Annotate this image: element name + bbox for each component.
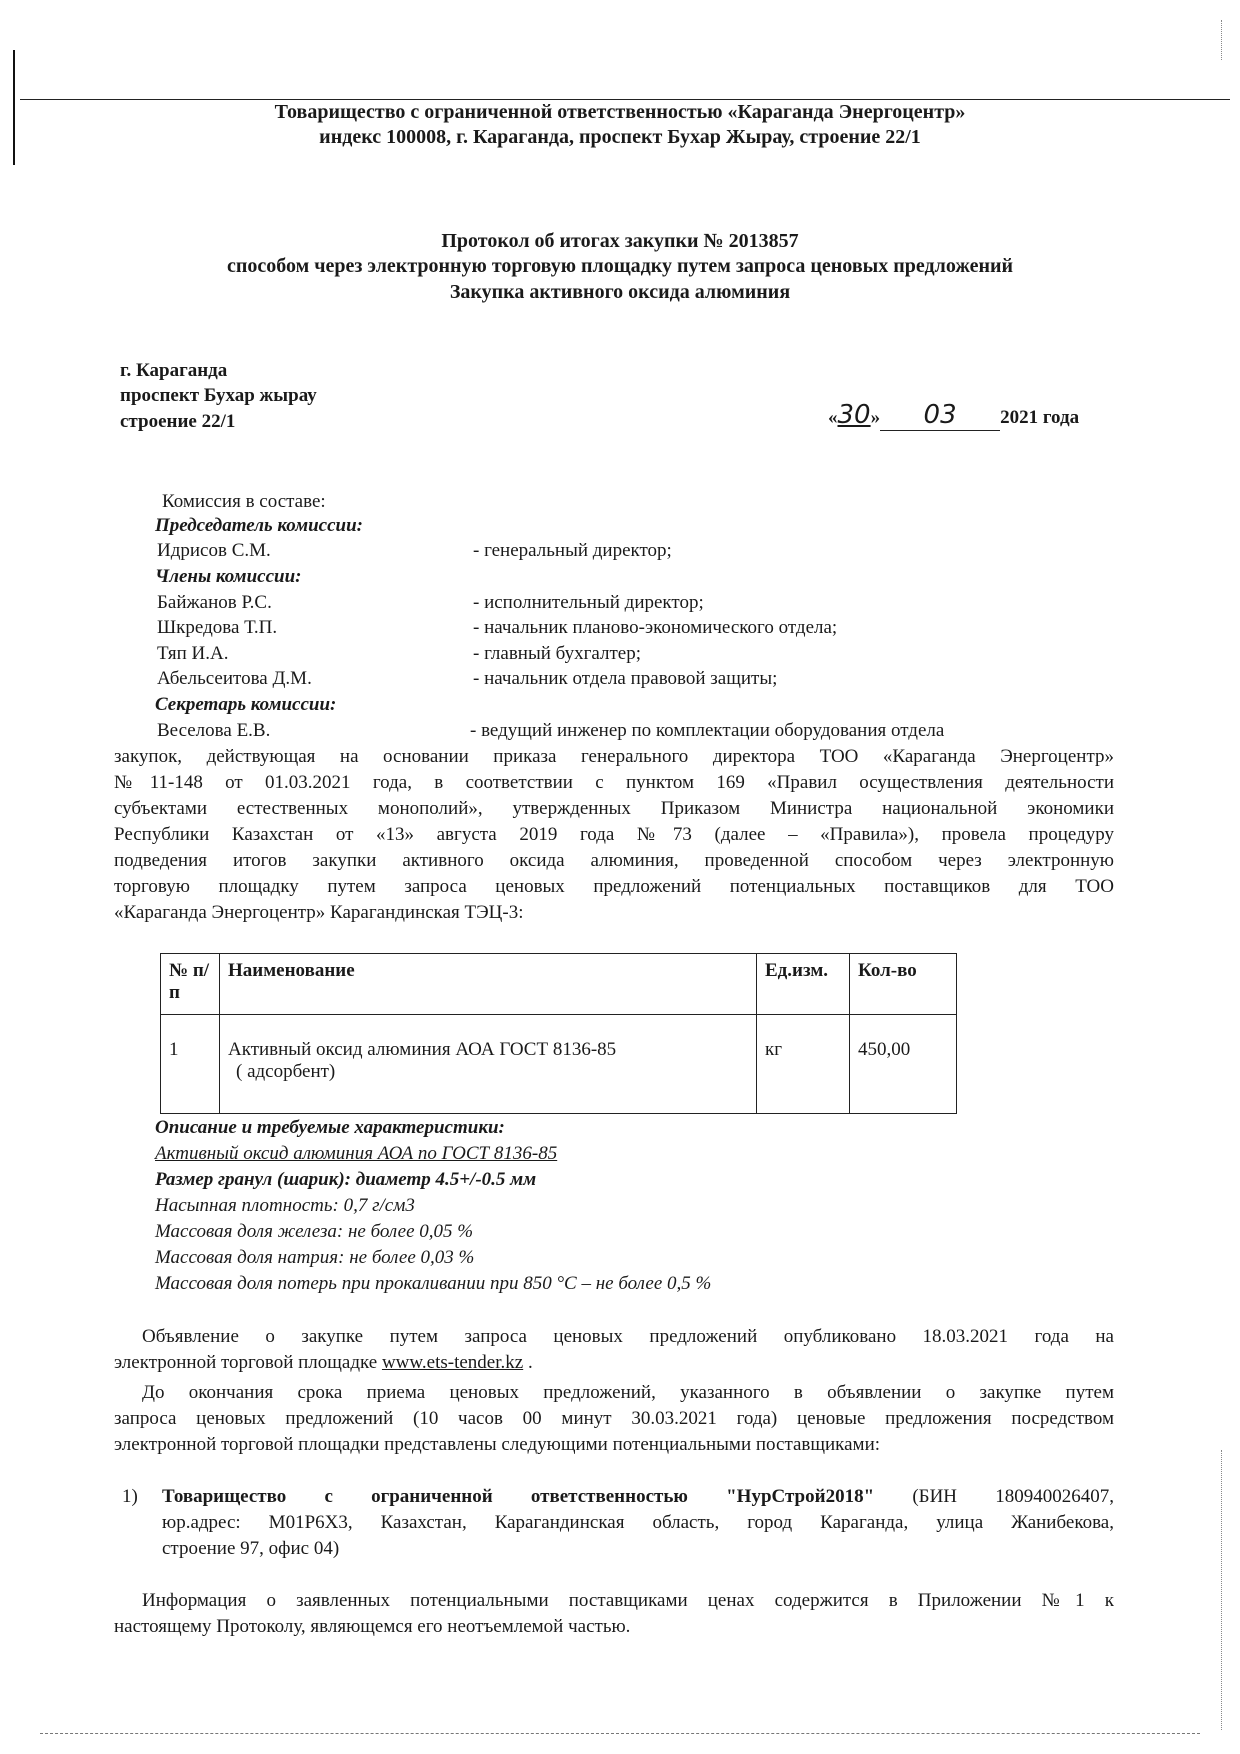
deadline-line: электронной торговой площадки представлены следующими потенциальными поставщиками: bbox=[114, 1434, 881, 1455]
specs-heading: Описание и требуемые характеристики: bbox=[155, 1117, 505, 1138]
secretary-role: - ведущий инженер по комплектации оборудования отдела bbox=[470, 720, 945, 741]
cell-name-line: Активный оксид алюминия АОА ГОСТ 8136-85 bbox=[228, 1039, 617, 1060]
table-row bbox=[161, 1015, 957, 1114]
protocol-title: Протокол об итогах закупки № 2013857 bbox=[441, 230, 799, 252]
footer-rule bbox=[40, 1733, 1200, 1734]
cell-qty: 450,00 bbox=[850, 1015, 957, 1114]
spec-line: Размер гранул (шарик): диаметр 4.5+/-0.5 мм bbox=[155, 1169, 537, 1190]
date-month-blank bbox=[880, 400, 1000, 431]
supplier-line bbox=[162, 1486, 1114, 1508]
table-header-row bbox=[161, 954, 957, 1015]
supplier-line: юр.адрес: М01Р6Х3, Казахстан, Карагандинская область, город Караганда, улица Жанибекова, bbox=[162, 1512, 1114, 1533]
paragraph-line: субъектами естественных монополий», утвержденных Приказом Министра национальной экономики bbox=[114, 798, 1114, 819]
cell-num: 1 bbox=[161, 1015, 220, 1114]
paragraph-line: закупок, действующая на основании приказа генерального директора ТОО «Караганда Энергоцентр» bbox=[114, 746, 1114, 767]
col-header-num: № п/п bbox=[161, 954, 220, 1015]
deadline-line: запроса ценовых предложений (10 часов 00 минут 30.03.2021 года) ценовые предложения посредством bbox=[114, 1408, 1114, 1429]
supplier-line: строение 97, офис 04) bbox=[162, 1538, 340, 1559]
protocol-method: способом через электронную торговую площадку путем запроса ценовых предложений bbox=[226, 255, 1014, 277]
header-rule bbox=[20, 99, 1230, 100]
org-name: Товарищество с ограниченной ответственностью «Караганда Энергоцентр» bbox=[274, 101, 966, 123]
scan-edge-mark bbox=[1221, 1450, 1234, 1730]
place-street: проспект Бухар жырау bbox=[120, 385, 317, 406]
paragraph-line: торговую площадку путем запроса ценовых предложений потенциальных поставщиков для ТОО bbox=[114, 876, 1114, 897]
ets-tender-link[interactable]: www.ets-tender.kz bbox=[381, 1352, 524, 1373]
deadline-line: До окончания срока приема ценовых предложений, указанного в объявлении о закупке путем bbox=[142, 1382, 1114, 1403]
supplier-bin: (БИН 180940026407, bbox=[874, 1486, 1114, 1507]
member-name: Байжанов Р.С. bbox=[157, 592, 272, 613]
date-close-quote: » bbox=[870, 407, 881, 428]
date-year: 2021 года bbox=[1000, 407, 1080, 428]
secretary-name: Веселова Е.В. bbox=[157, 720, 271, 741]
announcement-line: Объявление о закупке путем запроса ценовых предложений опубликовано 18.03.2021 года на bbox=[142, 1326, 1114, 1347]
spec-line: Насыпная плотность: 0,7 г/см3 bbox=[155, 1195, 415, 1216]
items-table bbox=[160, 953, 957, 1114]
col-header-unit: Ед.изм. bbox=[757, 954, 850, 1015]
secretary-heading: Секретарь комиссии: bbox=[155, 694, 337, 715]
commission-intro: Комиссия в составе: bbox=[162, 491, 326, 512]
org-address: индекс 100008, г. Караганда, проспект Бухар Жырау, строение 22/1 bbox=[319, 126, 921, 148]
spec-line: Активный оксид алюминия АОА по ГОСТ 8136-85 bbox=[155, 1143, 558, 1164]
col-header-qty: Кол-во bbox=[850, 954, 957, 1015]
paragraph-line: №11-148 от 01.03.2021 года, в соответствии с пунктом 169 «Правил осуществления деятельности bbox=[114, 772, 1114, 793]
paragraph-line: подведения итогов закупки активного оксида алюминия, проведенной способом через электронную bbox=[114, 850, 1114, 871]
supplier-number: 1) bbox=[122, 1486, 138, 1507]
cell-name bbox=[220, 1015, 757, 1114]
chair-name: Идрисов С.М. bbox=[157, 540, 271, 561]
chair-heading: Председатель комиссии: bbox=[155, 515, 363, 536]
member-name: Шкредова Т.П. bbox=[157, 617, 278, 638]
announcement-prefix: электронной торговой площадке bbox=[114, 1352, 382, 1373]
spec-line: Массовая доля натрия: не более 0,03 % bbox=[155, 1247, 475, 1268]
date-day: 30 bbox=[837, 400, 871, 430]
member-name: Тяп И.А. bbox=[157, 643, 229, 664]
member-role: - исполнительный директор; bbox=[473, 592, 704, 613]
protocol-date bbox=[828, 400, 1079, 431]
protocol-subject: Закупка активного оксида алюминия bbox=[449, 281, 791, 303]
place-building: строение 22/1 bbox=[120, 411, 236, 432]
paragraph-line: «Караганда Энергоцентр» Карагандинская ТЭЦ-3: bbox=[114, 902, 524, 923]
announcement-suffix: . bbox=[523, 1352, 533, 1373]
info-line: настоящему Протоколу, являющемся его неотъемлемой частью. bbox=[114, 1616, 631, 1637]
place-city: г. Караганда bbox=[120, 360, 228, 381]
date-month: 03 bbox=[923, 400, 957, 430]
announcement-line bbox=[114, 1352, 533, 1374]
col-header-name: Наименование bbox=[220, 954, 757, 1015]
cell-name-line: ( адсорбент) bbox=[236, 1061, 336, 1082]
member-role: - главный бухгалтер; bbox=[473, 643, 641, 664]
supplier-name: Товарищество с ограниченной ответственностью "НурСтрой2018" bbox=[162, 1486, 875, 1507]
member-role: - начальник отдела правовой защиты; bbox=[473, 668, 778, 689]
cell-unit: кг bbox=[757, 1015, 850, 1114]
members-heading: Члены комиссии: bbox=[155, 566, 302, 587]
member-role: - начальник планово-экономического отдела; bbox=[473, 617, 838, 638]
scan-edge-mark bbox=[1221, 20, 1234, 60]
paragraph-line: Республики Казахстан от «13» августа 2019 года №73 (далее – «Правила»), провела процедуру bbox=[114, 824, 1114, 845]
date-open-quote: « bbox=[828, 407, 838, 428]
chair-role: - генеральный директор; bbox=[473, 540, 672, 561]
info-line: Информация о заявленных потенциальными поставщиками ценах содержится в Приложении №1 к bbox=[142, 1590, 1114, 1611]
spec-line: Массовая доля железа: не более 0,05 % bbox=[155, 1221, 474, 1242]
spec-line: Массовая доля потерь при прокаливании при 850 °С – не более 0,5 % bbox=[155, 1273, 712, 1294]
member-name: Абельсеитова Д.М. bbox=[157, 668, 312, 689]
